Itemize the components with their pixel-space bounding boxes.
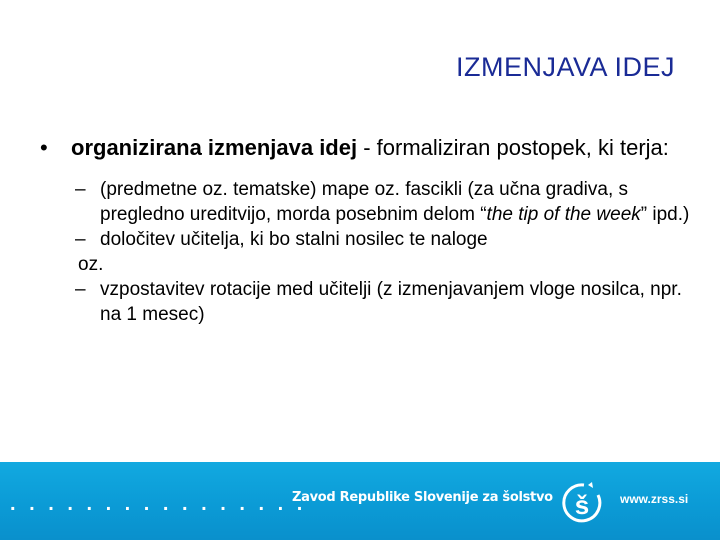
or-text: oz. <box>78 254 104 275</box>
slide-title: IZMENJAVA IDEJ <box>455 52 675 82</box>
zrss-logo-icon <box>562 481 602 525</box>
sub-text: vzpostavitev rotacije med učitelji (z izmenjavanjem vloge nosilca, npr. na 1 mesec) <box>100 279 682 325</box>
sub-text-after: ” ipd.) <box>640 204 690 225</box>
slide-content <box>40 133 690 327</box>
svg-text:š: š <box>574 490 590 520</box>
sub-text: določitev učitelja, ki bo stalni nosilec te naloge <box>100 229 488 250</box>
footer-url: www.zrss.si <box>620 492 689 506</box>
footer-organization: Zavod Republike Slovenije za šolstvo <box>292 490 553 505</box>
bullet-item <box>40 133 690 162</box>
sub-item <box>40 277 690 327</box>
sub-text-before: (predmetne oz. tematske) mape oz. fascikli (za učna gradiva, s pregledno ureditvijo, morda posebnim delom “ <box>100 179 629 225</box>
sub-item <box>40 177 690 227</box>
bullet-bold-text: organizirana izmenjava idej <box>71 135 358 160</box>
dash-icon: – <box>75 179 86 200</box>
dash-icon: – <box>75 229 86 250</box>
footer-dots: . . . . . . . . . . . . . . . . <box>10 493 307 515</box>
dash-icon: – <box>75 279 86 300</box>
sub-text-italic: the tip of the week <box>486 204 641 225</box>
sub-item <box>40 227 690 252</box>
bullet-icon: • <box>40 135 48 160</box>
bullet-text: - formaliziran postopek, ki terja: <box>357 135 669 160</box>
